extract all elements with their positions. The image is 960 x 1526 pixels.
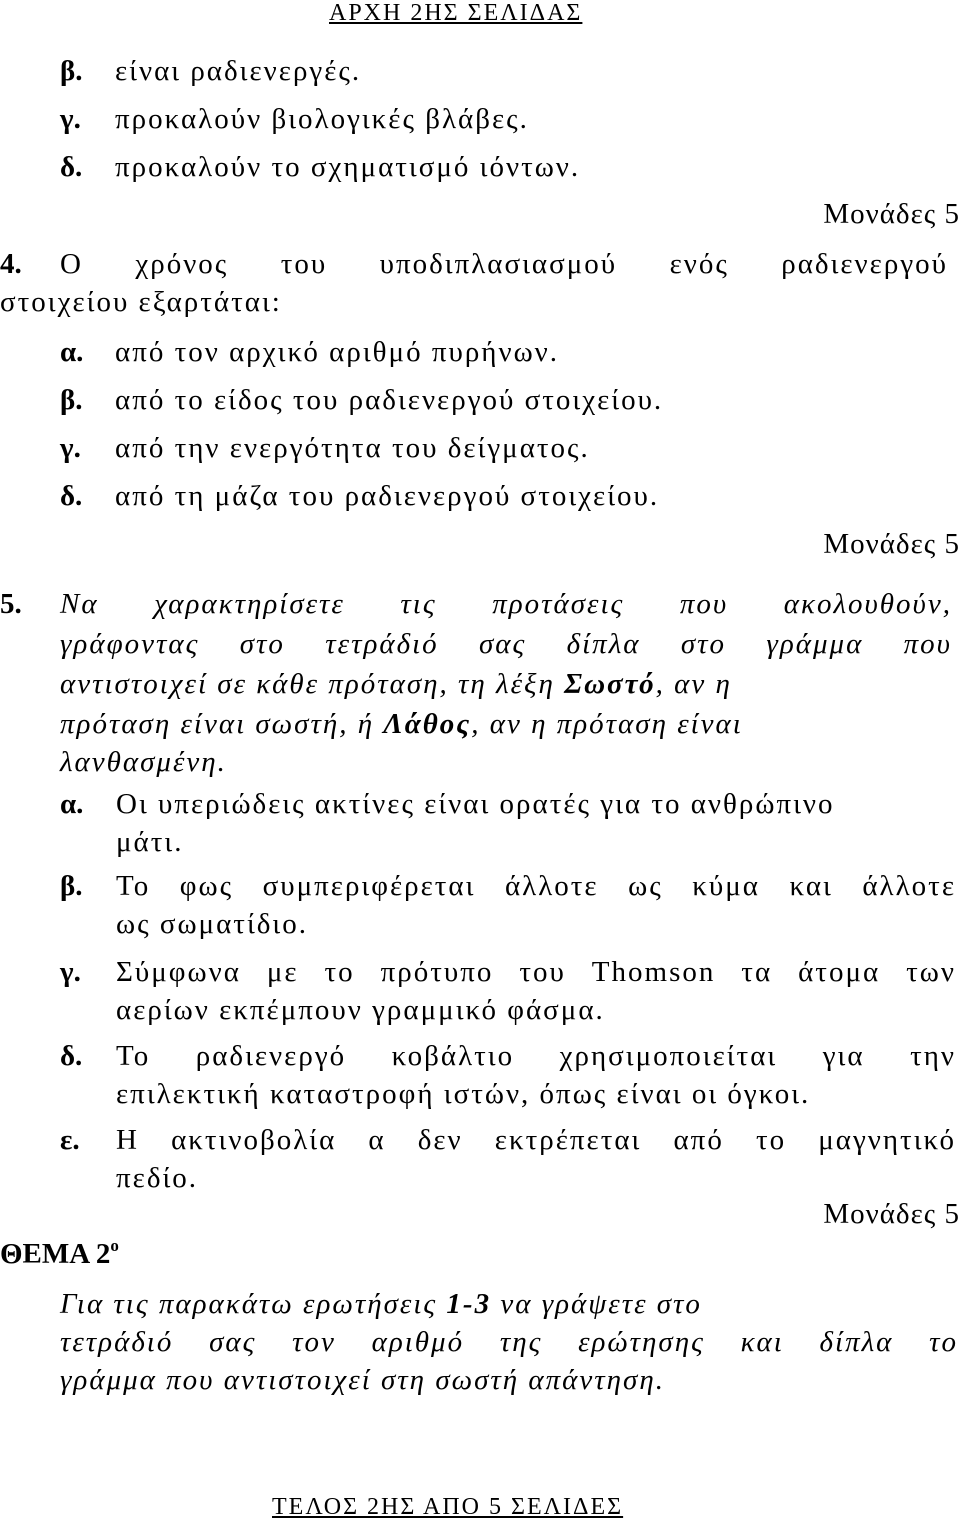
- statement-text: Σύμφωνα με το πρότυπο του Thomson τα άτομα των: [116, 956, 956, 988]
- option-text: από τη μάζα του ραδιενεργού στοιχείου.: [115, 480, 660, 512]
- option-label: α.: [60, 336, 84, 368]
- statement-text-cont: ως σωματίδιο.: [116, 908, 308, 940]
- page-header: ΑΡΧΗ 2ΗΣ ΣΕΛΙΔΑΣ: [329, 0, 583, 26]
- statement-text: Το φως συμπεριφέρεται άλλοτε ως κύμα και άλλοτε: [116, 870, 956, 902]
- list-item: [60, 480, 660, 513]
- statement-text: Οι υπεριώδεις ακτίνες είναι ορατές για το ανθρώπινο: [116, 788, 835, 820]
- points-label: Μονάδες 5: [823, 528, 960, 560]
- list-item: [60, 336, 560, 369]
- instruction-text: πρόταση είναι σωστή, ή: [60, 708, 375, 740]
- section-title-text: ΘΕΜΑ 2: [0, 1238, 111, 1270]
- instruction-text: αντιστοιχεί σε κάθε πρόταση, τη λέξη: [60, 668, 555, 700]
- option-text: από τον αρχικό αριθμό πυρήνων.: [115, 336, 560, 368]
- instructions-line: [60, 1288, 958, 1321]
- instructions-line: γράμμα που αντιστοιχεί στη σωστή απάντηση.: [60, 1364, 665, 1396]
- wrong-keyword: Λάθος: [383, 708, 472, 740]
- option-label: β.: [60, 55, 83, 87]
- list-item: [60, 384, 664, 417]
- option-label: δ.: [60, 151, 83, 183]
- question-instruction-line: γράφοντας στο τετράδιό σας δίπλα στο γράμμα που: [60, 628, 952, 660]
- question-number: 5.: [0, 588, 22, 620]
- page-footer: ΤΕΛΟΣ 2ΗΣ ΑΠΟ 5 ΣΕΛΙΔΕΣ: [272, 1494, 624, 1520]
- instruction-text: Για τις παρακάτω ερωτήσεις: [60, 1288, 438, 1320]
- option-text: είναι ραδιενεργές.: [115, 55, 362, 87]
- question-instruction-line: [60, 668, 952, 701]
- question-range: 1-3: [446, 1288, 492, 1320]
- option-label: γ.: [60, 103, 81, 135]
- option-text: προκαλούν βιολογικές βλάβες.: [115, 103, 529, 135]
- statement-text-cont: επιλεκτική καταστροφή ιστών, όπως είναι οι όγκοι.: [116, 1078, 811, 1110]
- statement-text-cont: πεδίο.: [116, 1162, 199, 1194]
- question-stem: Ο χρόνος του υποδιπλασιασμού ενός ραδιενεργού: [60, 248, 948, 280]
- statement-text: Το ραδιενεργό κοβάλτιο χρησιμοποιείται για την: [116, 1040, 956, 1072]
- option-text: από την ενεργότητα του δείγματος.: [115, 432, 590, 464]
- list-item: [60, 55, 362, 88]
- question-number: 4.: [0, 248, 22, 280]
- statement-label: α.: [60, 788, 84, 820]
- statement-label: γ.: [60, 956, 81, 988]
- question-stem-cont: στοιχείου εξαρτάται:: [0, 286, 282, 318]
- list-item: [60, 151, 581, 184]
- statement-label: β.: [60, 870, 83, 902]
- statement-text-cont: αερίων εκπέμπουν γραμμικό φάσμα.: [116, 994, 605, 1026]
- question-instruction-line: λανθασμένη.: [60, 746, 227, 778]
- statement-text-cont: μάτι.: [116, 826, 184, 858]
- question-instruction-line: Να χαρακτηρίσετε τις προτάσεις που ακολουθούν,: [60, 588, 952, 620]
- correct-keyword: Σωστό: [564, 668, 656, 700]
- instructions-line: τετράδιό σας τον αριθμό της ερώτησης και δίπλα το: [60, 1326, 958, 1358]
- section-title: [0, 1236, 119, 1271]
- points-label: Μονάδες 5: [823, 198, 960, 230]
- option-label: γ.: [60, 432, 81, 464]
- list-item: [60, 432, 590, 465]
- question-instruction-line: [60, 708, 743, 741]
- statement-label: ε.: [60, 1124, 80, 1156]
- statement-label: δ.: [60, 1040, 83, 1072]
- points-label: Μονάδες 5: [823, 1198, 960, 1230]
- statement-text: Η ακτινοβολία α δεν εκτρέπεται από το μαγνητικό: [116, 1124, 956, 1156]
- instruction-text: , αν η πρόταση είναι: [471, 708, 743, 740]
- option-text: από το είδος του ραδιενεργού στοιχείου.: [115, 384, 664, 416]
- instruction-text: , αν η: [655, 668, 732, 700]
- option-label: δ.: [60, 480, 83, 512]
- section-title-sup: ο: [110, 1236, 119, 1255]
- list-item: [60, 103, 529, 136]
- instruction-text: να γράψετε στο: [500, 1288, 702, 1320]
- option-text: προκαλούν το σχηματισμό ιόντων.: [115, 151, 581, 183]
- option-label: β.: [60, 384, 83, 416]
